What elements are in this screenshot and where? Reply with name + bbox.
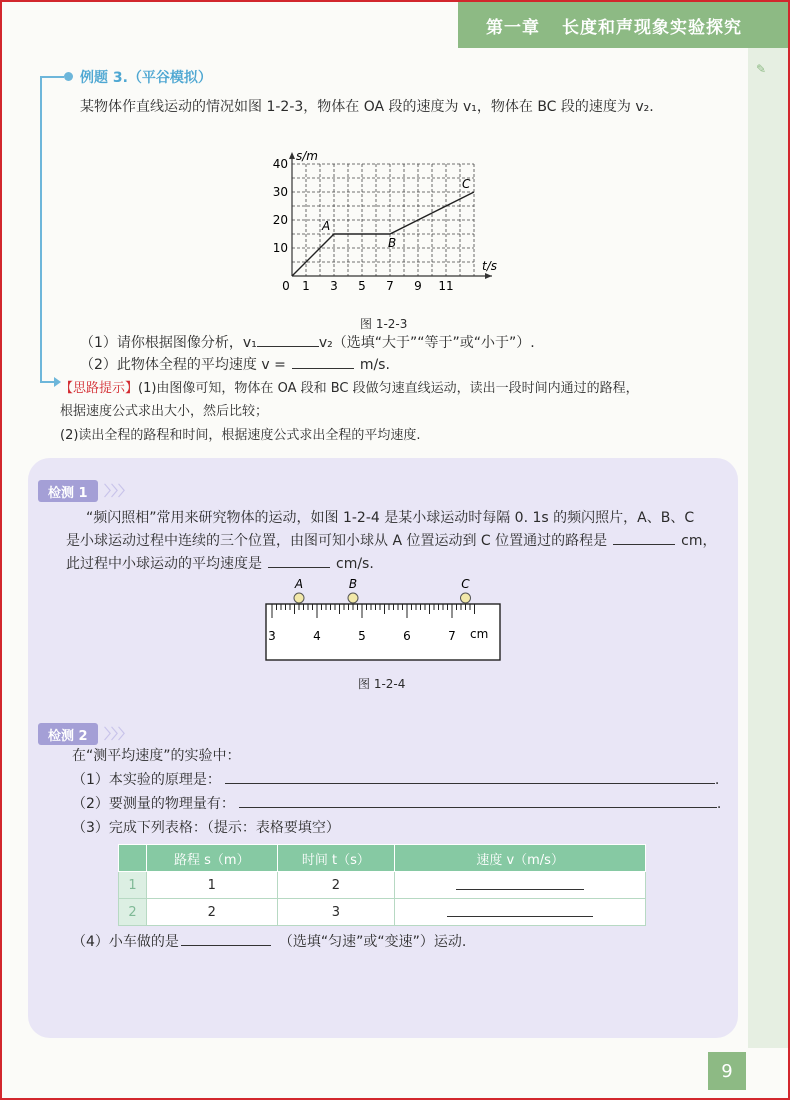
check1-line3-text: 此过程中小球运动的平均速度是 [66, 556, 262, 572]
check2-q4 [72, 932, 466, 952]
ball-label: C [461, 577, 470, 591]
hint-text-1: (1)由图像可知，物体在 OA 段和 BC 段做匀速直线运动，读出一段时间内通过的路程， [138, 381, 639, 396]
hint-line-3: (2)读出全程的路程和时间，根据速度公式求出全程的平均速度. [60, 428, 421, 443]
table-cell-time: 2 [277, 872, 395, 899]
ball-label: A [294, 577, 304, 591]
st-graph [260, 148, 500, 308]
table-header: 路程 s（m） [147, 845, 278, 872]
chevrons-icon: 〉〉〉 [104, 727, 132, 743]
motion-type-blank[interactable] [181, 932, 271, 946]
check2-q2 [72, 794, 721, 814]
example-bullet-icon [64, 72, 73, 81]
ruler-caption: 图 1-2-4 [358, 677, 406, 691]
table-cell-distance: 2 [147, 899, 278, 926]
speed-blank[interactable] [456, 876, 584, 890]
check1-line3-unit: cm/s. [336, 556, 374, 572]
origin-label: 0 [282, 279, 290, 293]
check2-tag-label: 检测 2 [48, 728, 88, 744]
ball-icon [294, 593, 304, 603]
table-header: 时间 t（s） [277, 845, 395, 872]
table-header-index [119, 845, 147, 872]
x-tick-label: 1 [302, 279, 310, 293]
chapter-number: 第一章 [486, 17, 540, 38]
chapter-title: 长度和声现象实验探究 [562, 17, 742, 38]
check2-q1-period: . [714, 772, 720, 788]
check1-line2 [66, 531, 717, 551]
check2-q2-period: . [716, 796, 722, 812]
check2-q4-options: （选填“匀速”或“变速”）运动. [278, 934, 467, 950]
right-margin-bar [748, 48, 790, 1048]
principle-blank[interactable] [225, 770, 715, 784]
x-tick-label: 9 [414, 279, 422, 293]
x-tick-label: 5 [358, 279, 366, 293]
check2-q2-text: （2）要测量的物理量有： [72, 796, 235, 812]
example-bracket-top [40, 76, 64, 78]
y-tick-label: 20 [272, 213, 288, 227]
row-index: 1 [119, 872, 147, 899]
y-tick-label: 30 [272, 185, 288, 199]
x-tick-label: 7 [386, 279, 394, 293]
point-label: C [462, 177, 471, 191]
speed-table [118, 844, 646, 926]
ball-icon [461, 593, 471, 603]
y-axis-label: s/m [296, 149, 318, 163]
check1-distance-blank[interactable] [613, 531, 675, 545]
ruler-number: 3 [268, 629, 276, 643]
check1-line2-unit: cm， [681, 533, 717, 549]
example-title: 例题 3.（平谷模拟） [80, 70, 212, 86]
x-axis-label: t/s [482, 259, 497, 273]
speed-blank[interactable] [447, 903, 593, 917]
table-cell-distance: 1 [147, 872, 278, 899]
ball-label: B [348, 577, 358, 591]
hint-label: 【思路提示】 [60, 381, 139, 396]
ruler-number: 7 [448, 629, 456, 643]
table-cell-speed[interactable] [395, 899, 646, 926]
ruler-number: 4 [313, 629, 321, 643]
y-tick-label: 40 [272, 157, 288, 171]
chevrons-icon: 〉〉〉 [104, 484, 132, 500]
check2-intro: 在“测平均速度”的实验中： [72, 748, 241, 764]
page-number: 9 [708, 1052, 746, 1090]
check1-tag-label: 检测 1 [48, 485, 88, 501]
table-cell-time: 3 [277, 899, 395, 926]
ruler-number: 6 [403, 629, 411, 643]
check2-q1-text: （1）本实验的原理是： [72, 772, 221, 788]
table-row [119, 899, 646, 926]
ruler-figure [258, 576, 508, 668]
row-index: 2 [119, 899, 147, 926]
table-cell-speed[interactable] [395, 872, 646, 899]
table-header: 速度 v（m/s） [395, 845, 646, 872]
check1-line2-text: 是小球运动过程中连续的三个位置，由图可知小球从 A 位置运动到 C 位置通过的路程是 [66, 533, 608, 549]
ruler-body [266, 604, 500, 660]
bookmark-icon: ✎ [756, 62, 767, 76]
chapter-header [458, 2, 788, 48]
example-q1-options: v₂（选填“大于”“等于”或“小于”）. [318, 335, 535, 351]
example-q2-prefix: （2）此物体全程的平均速度 v = [80, 357, 286, 373]
hint-line-2: 根据速度公式求出大小，然后比较； [60, 404, 269, 419]
example-bracket-line [40, 76, 42, 382]
ruler-number: 5 [358, 629, 366, 643]
example-q1-prefix: （1）请你根据图像分析，v₁ [80, 335, 257, 351]
ruler-unit: cm [470, 627, 489, 641]
x-tick-label: 11 [438, 279, 454, 293]
chart-caption: 图 1-2-3 [360, 317, 408, 331]
example-q1-blank[interactable] [257, 333, 319, 347]
example-q2-blank[interactable] [292, 355, 354, 369]
ball-icon [348, 593, 358, 603]
point-label: A [322, 219, 331, 233]
table-header-row [119, 845, 646, 872]
table-row [119, 872, 646, 899]
x-axis-arrow-icon [485, 273, 492, 279]
check1-tag [38, 480, 88, 502]
x-tick-label: 3 [330, 279, 338, 293]
example-q2 [80, 355, 390, 375]
hint-line-1 [60, 379, 639, 399]
check1-line1: “频闪照相”常用来研究物体的运动，如图 1-2-4 是某小球运动时每隔 0. 1s 的频闪照片，A、B、C [86, 510, 695, 526]
check1-speed-blank[interactable] [268, 554, 330, 568]
example-q1 [80, 333, 535, 353]
example-stem: 某物体作直线运动的情况如图 1-2-3，物体在 OA 段的速度为 v₁，物体在 BC 段的速度为 v₂. [80, 99, 654, 115]
point-label: B [388, 236, 397, 250]
check2-tag [38, 723, 88, 745]
check2-q1 [72, 770, 719, 790]
y-tick-label: 10 [272, 241, 288, 255]
quantities-blank[interactable] [239, 794, 717, 808]
check1-line3 [66, 554, 374, 574]
example-q2-unit: m/s. [359, 357, 390, 373]
y-axis-arrow-icon [289, 152, 295, 159]
check2-q4-text: （4）小车做的是 [72, 934, 179, 950]
check2-q3: （3）完成下列表格：（提示：表格要填空） [72, 820, 340, 836]
